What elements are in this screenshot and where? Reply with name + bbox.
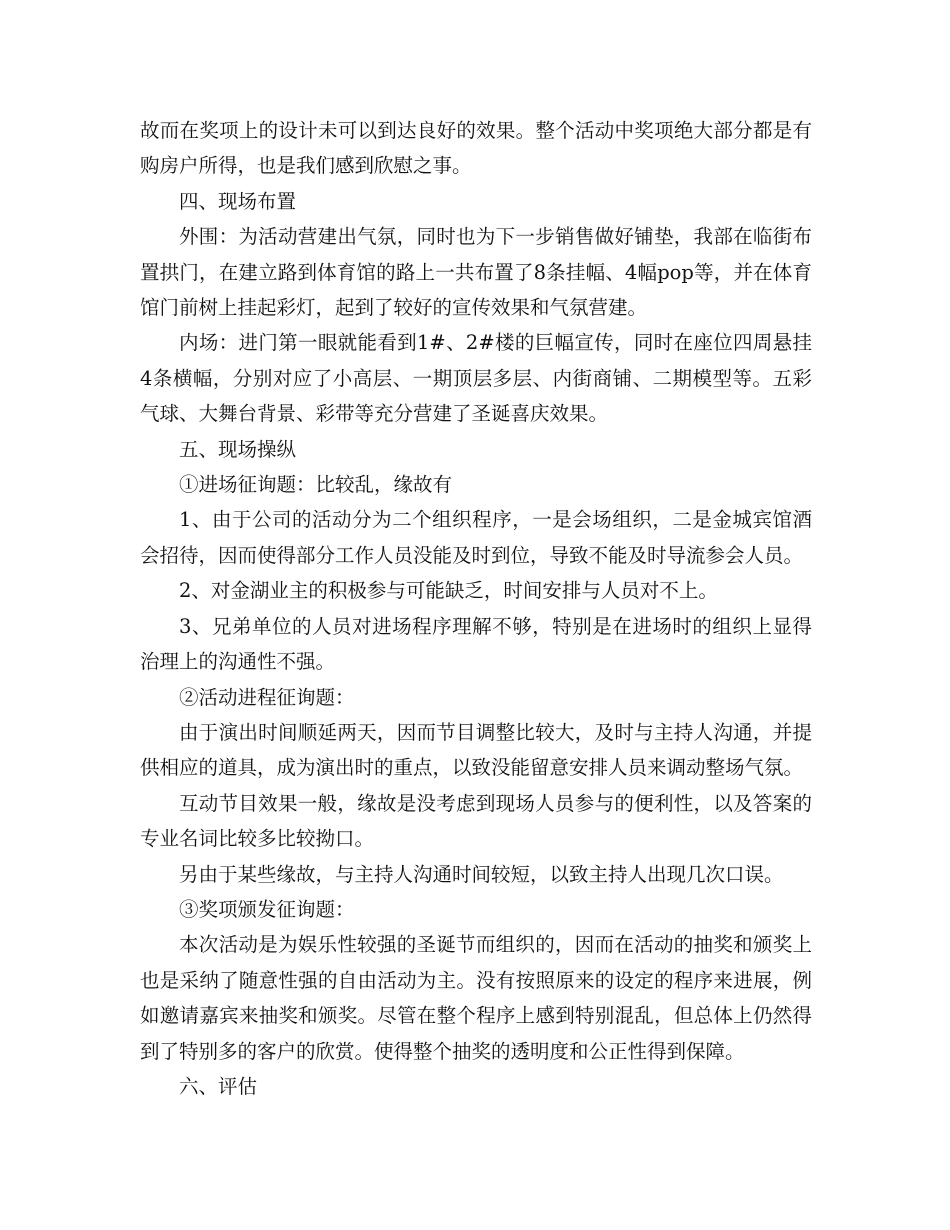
list-item-3: 3、兄弟单位的人员对进场程序理解不够，特别是在进场时的组织上显得治理上的沟通性不强。: [140, 614, 812, 674]
paragraph-host: 另由于某些缘故，与主持人沟通时间较短，以致主持人出现几次口误。: [179, 862, 784, 886]
document-body: [140, 113, 812, 1104]
paragraph-awards: 本次活动是为娱乐性较强的圣诞节而组织的，因而在活动的抽奖和颁奖上也是采纳了随意性强的自由活动为主。没有按照原来的设定的程序来进展，例如邀请嘉宾来抽奖和颁奖。尽管在整个程序上感到特别混乱，但总体上仍然得到了特别多的客户的欣赏。使得整个抽奖的透明度和公正性得到保障。: [140, 933, 812, 1063]
subheading-entry-issues: ①进场征询题：比较乱，缘故有: [179, 473, 453, 497]
section-heading-site-layout: 四、现场布置: [179, 189, 297, 213]
paragraph-interior: 内场：进门第一眼就能看到1#、2#楼的巨幅宣传，同时在座位四周悬挂4条横幅，分别对应了小高层、一期顶层多层、内街商铺、二期模型等。五彩气球、大舞台背景、彩带等充分营建了圣诞喜庆效果。: [140, 331, 812, 426]
paragraph-interaction: 互动节目效果一般，缘故是没考虑到现场人员参与的便利性，以及答案的专业名词比较多比较拗口。: [140, 791, 812, 851]
section-heading-evaluation: 六、评估: [179, 1074, 258, 1098]
paragraph-schedule: 由于演出时间顺延两天，因而节目调整比较大，及时与主持人沟通，并提供相应的道具，成为演出时的重点，以致没能留意安排人员来调动整场气氛。: [140, 720, 812, 780]
subheading-process-issues: ②活动进程征询题：: [179, 685, 355, 709]
paragraph-continuation: 故而在奖项上的设计未可以到达良好的效果。整个活动中奖项绝大部分都是有购房户所得，也是我们感到欣慰之事。: [140, 119, 812, 178]
paragraph-exterior: 外围：为活动营建出气氛，同时也为下一步销售做好铺垫，我部在临街布置拱门，在建立路到体育馆的路上一共布置了8条挂幅、4幅pop等，并在体育馆门前树上挂起彩灯，起到了较好的宣传效果和气氛营建。: [140, 225, 812, 320]
section-heading-site-control: 五、现场操纵: [179, 437, 297, 461]
subheading-award-issues: ③奖项颁发征询题：: [179, 897, 355, 921]
list-item-2: 2、对金湖业主的积极参与可能缺乏，时间安排与人员对不上。: [179, 579, 718, 603]
list-item-1: 1、由于公司的活动分为二个组织程序，一是会场组织，二是金城宾馆酒会招待，因而使得部分工作人员没能及时到位，导致不能及时导流参会人员。: [140, 508, 812, 567]
